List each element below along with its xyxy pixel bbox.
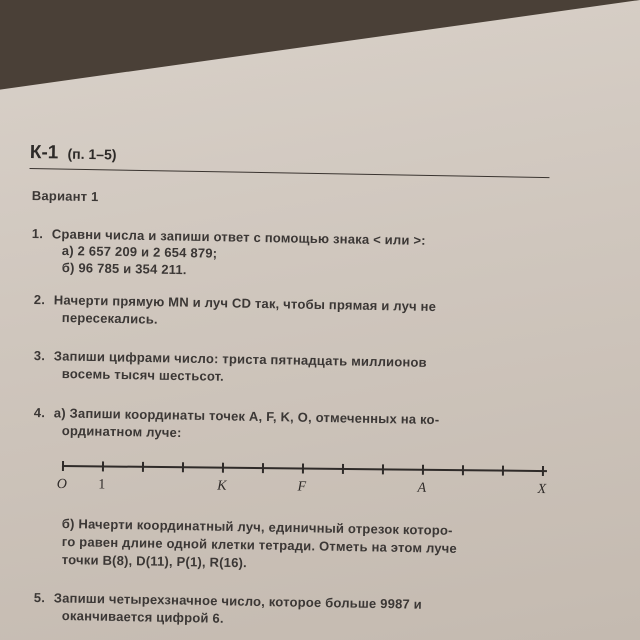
ray-label: 1: [98, 477, 106, 493]
ray-label: O: [56, 476, 67, 493]
ray-tick: [102, 461, 104, 471]
coordinate-ray: [56, 465, 547, 500]
ray-label: F: [297, 479, 307, 495]
ray-tick: [382, 464, 384, 474]
variant-heading: Вариант 1: [31, 188, 99, 205]
ray-tick: [302, 464, 304, 474]
ray-tick: [462, 465, 464, 475]
ray-tick: [342, 464, 344, 474]
ray-tick: [262, 463, 264, 473]
ray-label: A: [417, 480, 427, 496]
ray-tick: [422, 465, 424, 475]
task-2-line-1: 2. Начерти прямую MN и луч CD так, чтобы прямая и луч не: [33, 292, 437, 315]
task-4b-line-2: го равен длине одной клетки тетради. Отметь на этом луче: [61, 534, 458, 556]
task-1-line-1: 1. Сравни числа и запиши ответ с помощью знака < или >:: [31, 226, 426, 248]
ray-tick: [222, 463, 224, 473]
task-1-line-2: а) 2 657 209 и 2 654 879;: [61, 243, 218, 261]
task-2-line-2: пересекались.: [61, 310, 158, 327]
task-5-line-1: 5. Запиши четырехзначное число, которое больше 9987 и: [33, 590, 423, 612]
page-title: [30, 142, 117, 165]
ray-label: K: [217, 478, 227, 494]
ray-label: X: [537, 481, 547, 498]
ray-tick: [542, 466, 544, 476]
ray-tick: [142, 462, 144, 472]
task-4a-line-1: 4. а) Запиши координаты точек A, F, K, O, отмеченных на ко-: [33, 405, 440, 428]
task-4b-line-1: б) Начерти координатный луч, единичный отрезок которо-: [61, 516, 453, 538]
task-1-line-3: б) 96 785 и 354 211.: [61, 260, 187, 278]
title-subtitle: (п. 1–5): [67, 145, 117, 163]
ray-tick: [182, 462, 184, 472]
task-3-line-2: восемь тысяч шестьсот.: [61, 366, 225, 384]
title-text: К-1: [29, 142, 59, 164]
task-4a-line-2: ординатном луче:: [61, 423, 182, 441]
task-5-line-2: оканчивается цифрой 6.: [61, 608, 224, 626]
task-4b-line-3: точки B(8), D(11), P(1), R(16).: [61, 552, 248, 571]
task-3-line-1: 3. Запиши цифрами число: триста пятнадцать миллионов: [33, 348, 427, 370]
ray-tick: [502, 466, 504, 476]
ray-tick: [62, 461, 64, 471]
